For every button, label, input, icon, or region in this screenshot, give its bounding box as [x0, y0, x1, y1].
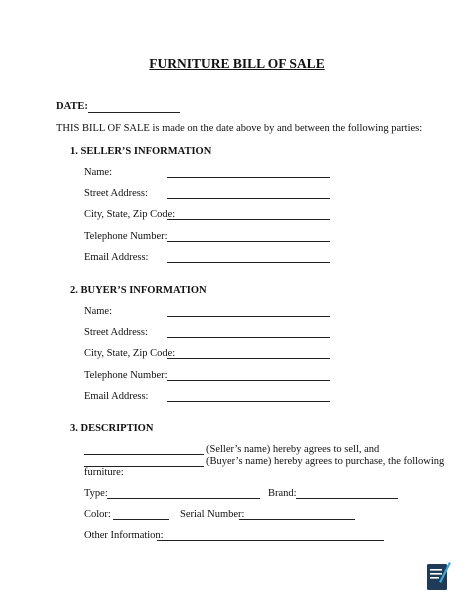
other-info-label: Other Information: [84, 530, 164, 541]
seller-street-field[interactable] [167, 198, 330, 199]
color-label: Color: [84, 509, 111, 520]
buyer-phone-field[interactable] [167, 380, 330, 381]
seller-name-blank[interactable] [84, 454, 204, 455]
seller-city-field[interactable] [167, 219, 330, 220]
buyer-phone-label: Telephone Number: [84, 370, 168, 381]
buyer-agree-text: (Buyer’s name) hereby agrees to purchase, the following [206, 456, 445, 467]
buyer-name-field[interactable] [167, 316, 330, 317]
buyer-name-label: Name: [84, 306, 112, 317]
serial-number-field[interactable] [239, 519, 355, 520]
buyer-street-field[interactable] [167, 337, 330, 338]
brand-label: Brand: [268, 488, 297, 499]
document-logo-icon [425, 560, 451, 592]
type-field[interactable] [107, 498, 260, 499]
document-title: FURNITURE BILL OF SALE [149, 56, 325, 71]
buyer-city-label: City, State, Zip Code: [84, 348, 176, 359]
seller-phone-label: Telephone Number: [84, 231, 168, 242]
buyer-city-field[interactable] [167, 358, 330, 359]
seller-street-label: Street Address: [84, 188, 148, 199]
description-section-heading: 3. DESCRIPTION [70, 423, 154, 434]
seller-city-label: City, State, Zip Code: [84, 209, 176, 220]
intro-text: THIS BILL OF SALE is made on the date above by and between the following parties: [56, 123, 423, 134]
seller-name-label: Name: [84, 167, 112, 178]
color-field[interactable] [113, 519, 169, 520]
buyer-street-label: Street Address: [84, 327, 148, 338]
type-label: Type: [84, 488, 108, 499]
seller-email-label: Email Address: [84, 252, 149, 263]
seller-email-field[interactable] [167, 262, 330, 263]
furniture-label: furniture: [84, 467, 124, 478]
date-label: DATE: [56, 101, 88, 112]
serial-number-label: Serial Number: [180, 509, 245, 520]
buyer-section-heading: 2. BUYER’S INFORMATION [70, 285, 207, 296]
date-field[interactable] [88, 112, 180, 113]
other-info-field[interactable] [157, 540, 384, 541]
seller-section-heading: 1. SELLER’S INFORMATION [70, 146, 212, 157]
buyer-email-label: Email Address: [84, 391, 149, 402]
seller-agree-text: (Seller’s name) hereby agrees to sell, and [206, 444, 380, 455]
brand-field[interactable] [296, 498, 398, 499]
seller-name-field[interactable] [167, 177, 330, 178]
seller-phone-field[interactable] [167, 241, 330, 242]
buyer-email-field[interactable] [167, 401, 330, 402]
